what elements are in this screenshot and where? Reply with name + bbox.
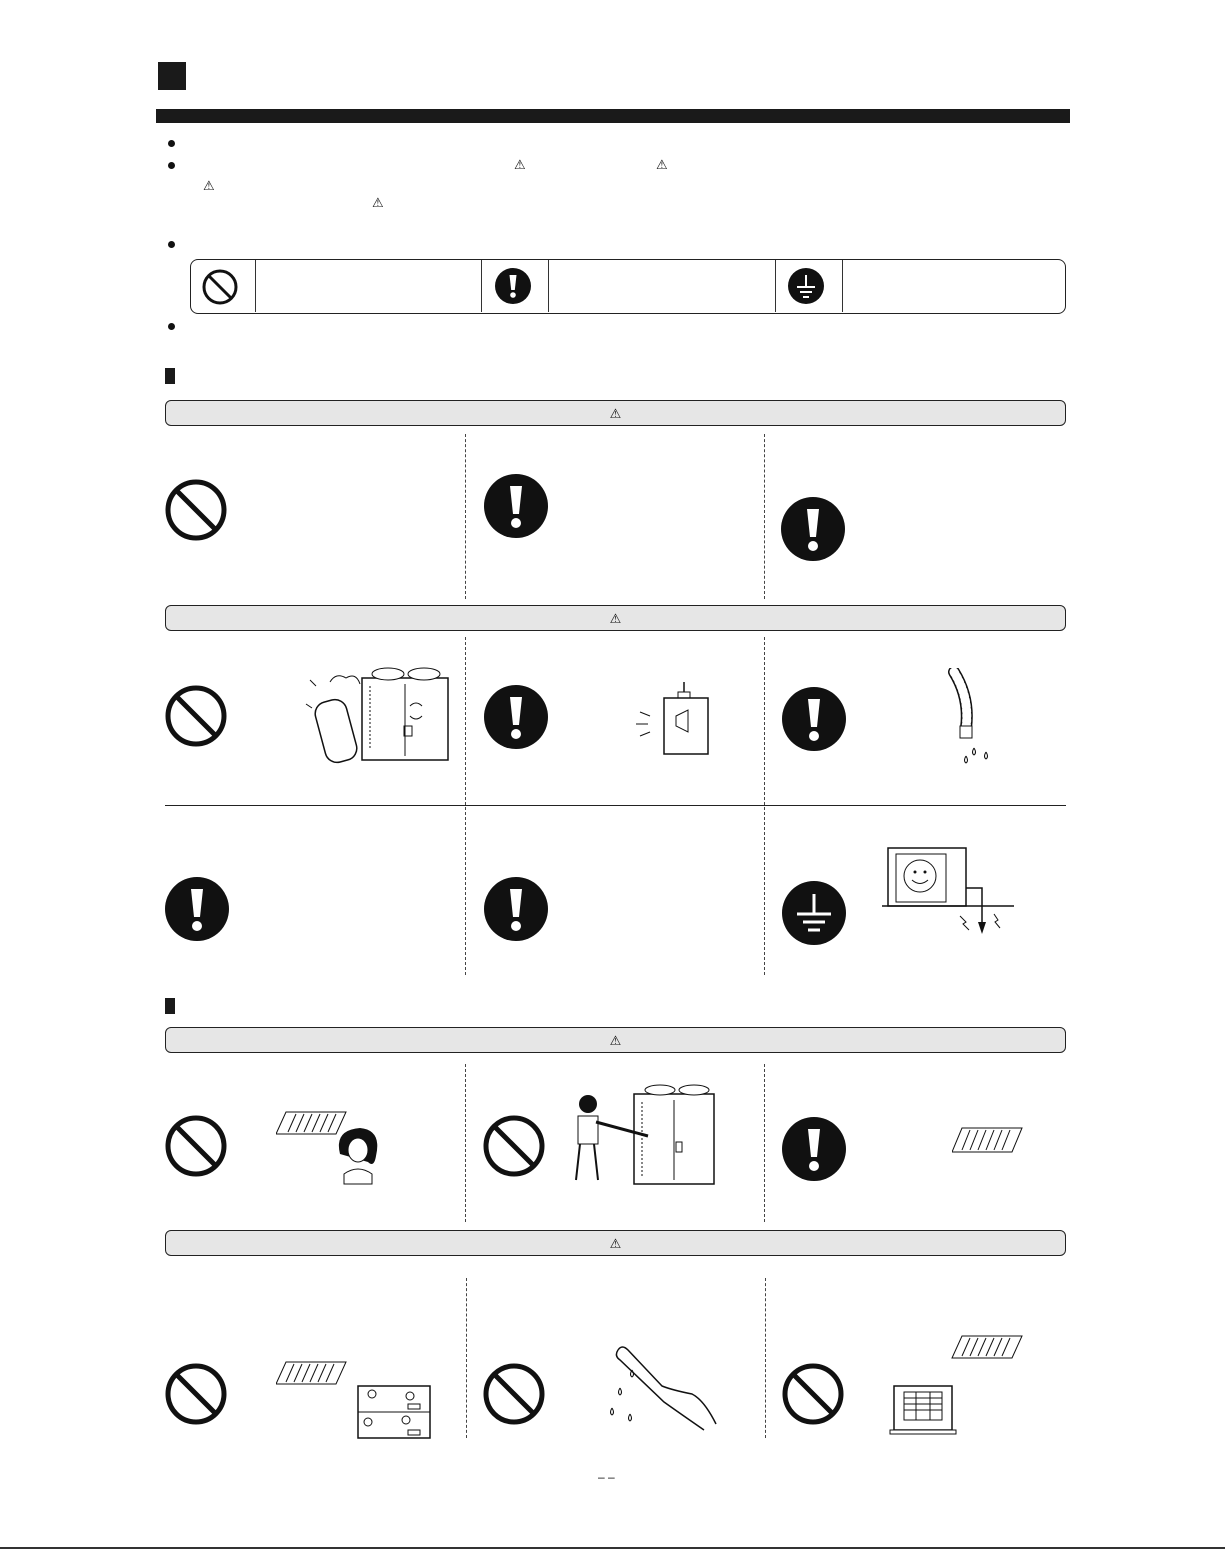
breaker-illustration — [634, 680, 714, 765]
section-marker — [165, 368, 175, 384]
warning-band — [165, 1230, 1066, 1256]
warning-icon: ⚠ — [609, 406, 622, 421]
bullet — [168, 162, 175, 169]
prohibition-icon — [201, 268, 239, 306]
mandatory-icon — [781, 1116, 847, 1182]
warning-icon: ⚠ — [514, 157, 526, 172]
mandatory-icon — [164, 876, 230, 942]
bullet — [168, 241, 175, 248]
page-number: – – — [598, 1470, 615, 1484]
bullet — [168, 140, 175, 147]
prohibition-icon — [781, 1362, 845, 1426]
prohibition-icon — [164, 1114, 228, 1178]
mandatory-icon — [780, 496, 846, 562]
mandatory-icon — [483, 684, 549, 750]
earth-icon — [781, 880, 847, 946]
wet-hand-illustration — [604, 1340, 724, 1441]
heater-illustration — [886, 1334, 1026, 1443]
prohibition-icon — [164, 478, 228, 542]
prohibition-icon — [482, 1362, 546, 1426]
section-marker — [165, 998, 175, 1014]
column-divider — [764, 807, 765, 975]
column-divider — [765, 1278, 766, 1438]
column-divider — [465, 637, 466, 805]
warning-band — [165, 400, 1066, 426]
column-divider — [466, 1278, 467, 1438]
bullet — [168, 323, 175, 330]
title-rule — [156, 109, 1070, 123]
divider — [255, 260, 256, 312]
drain-hose-illustration — [944, 668, 1004, 773]
column-divider — [465, 1064, 466, 1222]
divider — [481, 260, 482, 312]
warning-icon: ⚠ — [372, 195, 384, 210]
warning-band — [165, 1027, 1066, 1053]
warning-icon: ⚠ — [203, 178, 215, 193]
warning-icon: ⚠ — [609, 611, 622, 626]
divider — [842, 260, 843, 312]
divider — [775, 260, 776, 312]
row-separator — [165, 805, 1066, 806]
section-number-box — [158, 62, 186, 90]
mandatory-icon — [494, 267, 532, 305]
column-divider — [764, 637, 765, 805]
lpg-unit-illustration — [300, 660, 452, 775]
prohibition-icon — [164, 1362, 228, 1426]
divider — [548, 260, 549, 312]
warning-icon: ⚠ — [609, 1033, 622, 1048]
column-divider — [764, 434, 765, 599]
warning-band — [165, 605, 1066, 631]
prohibition-icon — [164, 684, 228, 748]
warning-icon: ⚠ — [656, 157, 668, 172]
column-divider — [764, 1064, 765, 1222]
mandatory-icon — [483, 473, 549, 539]
column-divider — [465, 807, 466, 975]
warning-icon: ⚠ — [609, 1236, 622, 1251]
symbol-legend — [190, 259, 1066, 314]
food-storage-illustration — [276, 1360, 436, 1447]
mandatory-icon — [483, 876, 549, 942]
child-poking-unit-illustration — [568, 1080, 718, 1197]
prohibition-icon — [482, 1114, 546, 1178]
column-divider — [465, 434, 466, 599]
cold-draft-illustration — [276, 1108, 406, 1193]
earthed-unit-illustration — [882, 844, 1018, 943]
air-outlet-icon — [952, 1126, 1024, 1159]
mandatory-icon — [781, 686, 847, 752]
earth-icon — [787, 267, 825, 305]
